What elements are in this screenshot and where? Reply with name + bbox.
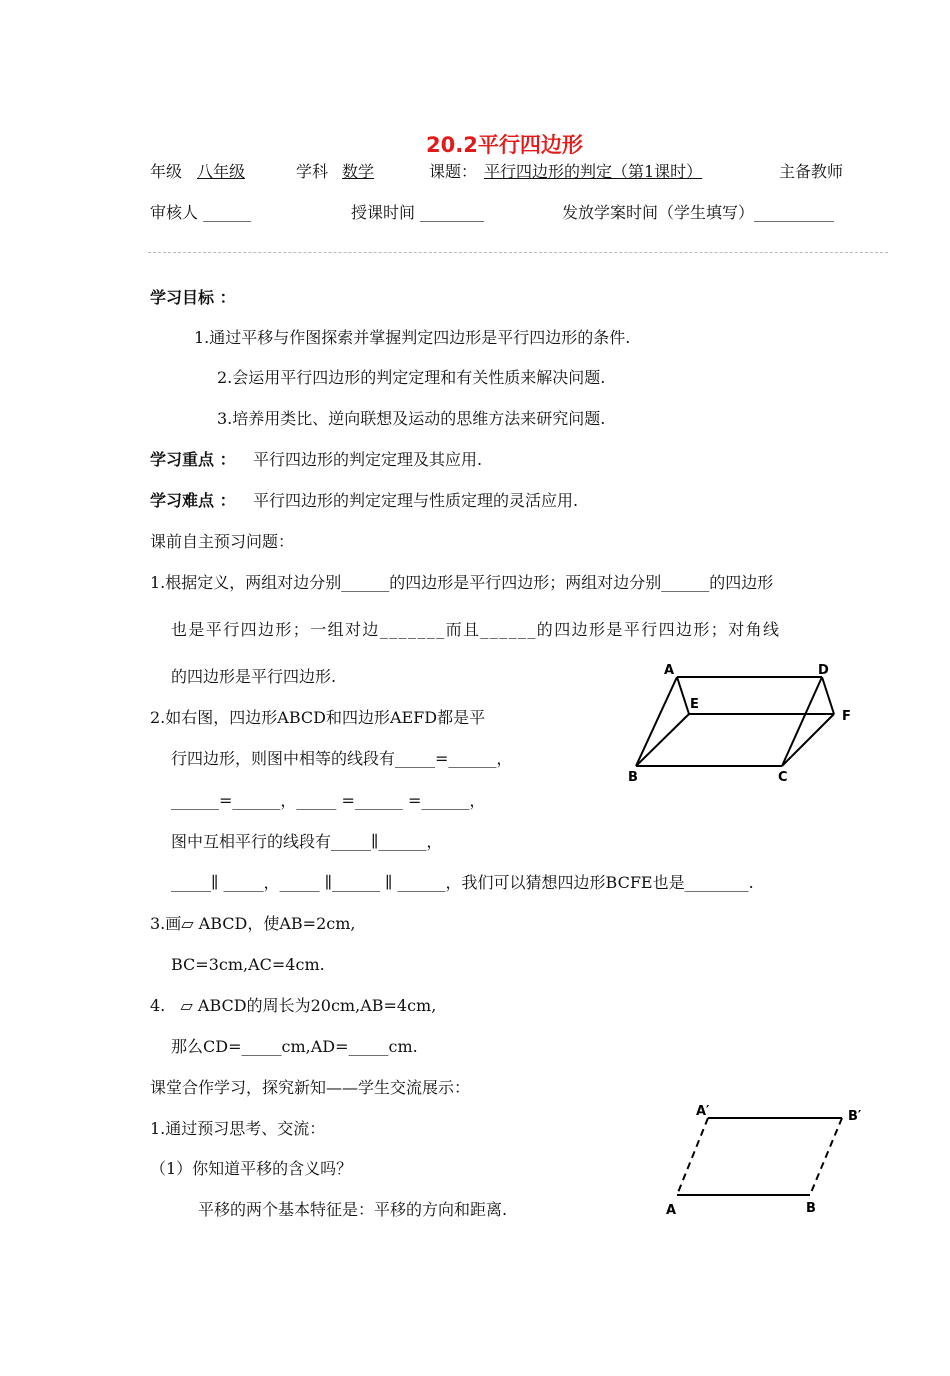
goal-item: 2.会运用平行四边形的判定定理和有关性质来解决问题. [217,368,606,387]
teach-time-field: 授课时间 ________ [351,203,485,222]
question-3-text: ABCD，使AB=2cm, [193,914,356,933]
vertex-label: F [842,709,851,724]
parallelogram-symbol-icon: ▱ [181,914,194,933]
question-2-line: 2.如右图，四边形ABCD和四边形AEFD都是平 [150,708,486,727]
page-title: 20.2平行四边形 [426,133,583,157]
vertex-label: B [628,770,638,785]
class-heading: 课堂合作学习，探究新知——学生交流展示： [150,1078,471,1097]
parallelogram-symbol-icon: ▱ [180,996,193,1015]
subject-label: 学科 [296,162,329,181]
question-1-line: 1.根据定义，两组对边分别______的四边形是平行四边形；两组对边分别______的四边形 [150,573,774,592]
question-4-line: 那么CD=_____cm,AD=_____cm. [171,1037,418,1056]
question-2-line: 行四边形，则图中相等的线段有_____=______， [171,749,513,768]
figure-parallelogram-abcd [624,660,884,800]
subject-value: 数学 [342,162,375,181]
question-2-line: _____∥ _____，_____ ∥______ ∥ ______，我们可以猜想四边形BCFE也是________. [171,873,754,892]
difficulty-text: 平行四边形的判定定理与性质定理的灵活应用. [253,491,579,510]
question-4-line [150,996,436,1016]
vertex-label: C [778,770,788,785]
vertex-label: A′ [696,1104,710,1119]
key-point-text: 平行四边形的判定定理及其应用. [253,450,483,469]
figure-translation [660,1100,870,1220]
question-3-line [150,914,355,934]
topic-value: 平行四边形的判定（第1课时） [484,162,703,181]
question-2-line: ______=______，_____ =______ =______， [171,791,486,810]
difficulty-label: 学习难点 ： [150,491,236,510]
question-1-line: 也是平行四边形；一组对边_______而且______的四边形是平行四边形；对角线 [171,620,781,639]
question-3-prefix: 3.画 [150,914,182,933]
question-4-text: ABCD的周长为20cm,AB=4cm, [192,996,437,1015]
vertex-label: E [690,697,699,712]
class-item-1: 1.通过预习思考、交流： [150,1119,326,1138]
vertex-label: D [818,663,829,678]
question-4-prefix: 4. [150,996,166,1015]
question-2-line: 图中互相平行的线段有_____∥______， [171,832,443,851]
question-3-line: BC=3cm,AC=4cm. [171,955,325,974]
vertex-label: A [664,663,675,678]
topic-label: 课题： [429,162,478,181]
preview-heading: 课前自主预习问题： [150,532,295,551]
goal-item: 1.通过平移与作图探索并掌握判定四边形是平行四边形的条件. [194,328,631,347]
header-divider [148,252,888,253]
reviewer-field: 审核人 ______ [150,203,252,222]
teacher-label: 主备教师 [779,162,844,181]
grade-label: 年级 [150,162,183,181]
issue-time-field: 发放学案时间（学生填写）__________ [562,203,835,222]
class-sub-question: （1）你知道平移的含义吗？ [150,1159,353,1178]
vertex-label: A [666,1203,677,1218]
goals-heading: 学习目标 ： [150,288,236,307]
vertex-label: B′ [848,1109,862,1124]
vertex-label: B [806,1201,816,1216]
key-point-label: 学习重点 ： [150,450,236,469]
question-1-line: 的四边形是平行四边形. [171,667,337,686]
goal-item: 3.培养用类比、逆向联想及运动的思维方法来研究问题. [217,409,606,428]
grade-value: 八年级 [197,162,246,181]
class-sub-answer: 平移的两个基本特征是：平移的方向和距离. [198,1200,508,1219]
